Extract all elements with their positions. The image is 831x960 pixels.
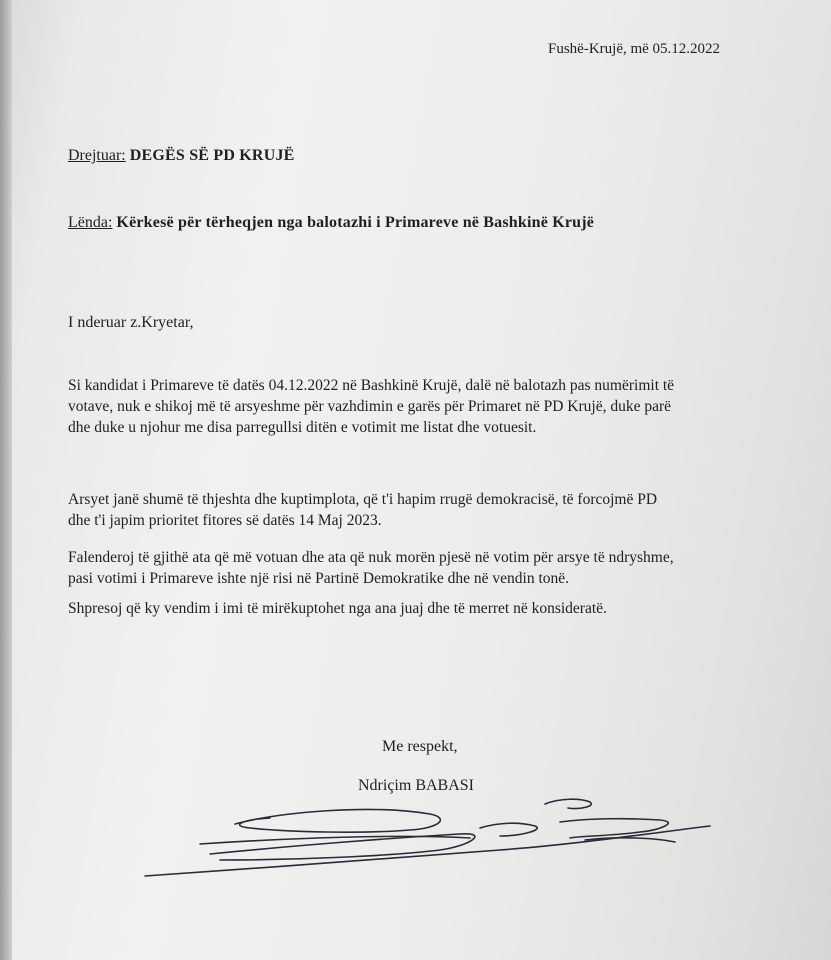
closing: Me respekt, [382,738,458,755]
paragraph-1-line: votave, nuk e shikoj më të arsyeshme për vazhdimin e garës për Primaret në PD Krujë, duke parë [68,398,672,415]
paper-edge-shadow [0,0,12,960]
subject-text: Kërkesë për tërheqjen nga balotazhi i Primareve në Bashkinë Krujë [116,214,595,231]
subject-line [68,213,594,233]
letter-date: Fushë-Krujë, më 05.12.2022 [548,41,721,57]
signatory-name: Ndriçim BABASI [358,777,474,794]
paragraph-3-line: pasi votimi i Primareve ishte një risi në Partinë Demokratike dhe në vendin tonë. [68,570,570,587]
paragraph-1 [68,375,674,438]
subject-label: Lënda: [68,214,113,231]
paragraph-1-line: dhe duke u njohur me disa parregullsi ditën e votimit me listat dhe votuesit. [68,419,537,436]
addressee-name: DEGËS SË PD KRUJË [129,147,295,164]
paragraph-2-line: Arsyet janë shumë të thjeshta dhe kuptimplota, që t'i hapim rrugë demokracisë, të forcojmë PD [68,491,658,508]
handwritten-signature [140,792,720,882]
paragraph-1-line: Si kandidat i Primareve të datës 04.12.2022 në Bashkinë Krujë, dalë në balotazh pas numërimit të [68,377,675,394]
greeting: I nderuar z.Kryetar, [68,314,194,331]
paragraph-3-line: Falenderoj të gjithë ata që më votuan dhe ata që nuk morën pjesë në votim për arsye të ndryshme, [68,549,674,566]
paragraph-3 [68,547,674,589]
paragraph-4 [68,598,607,619]
paragraph-2 [68,489,657,531]
paragraph-2-line: dhe t'i japim prioritet fitores së datës 14 Maj 2023. [68,512,382,529]
paragraph-4-line: Shpresoj që ky vendim i imi të mirëkuptohet nga ana juaj dhe të merret në konsideratë. [68,600,607,617]
addressee-line [68,146,295,166]
addressee-label: Drejtuar: [68,147,126,164]
